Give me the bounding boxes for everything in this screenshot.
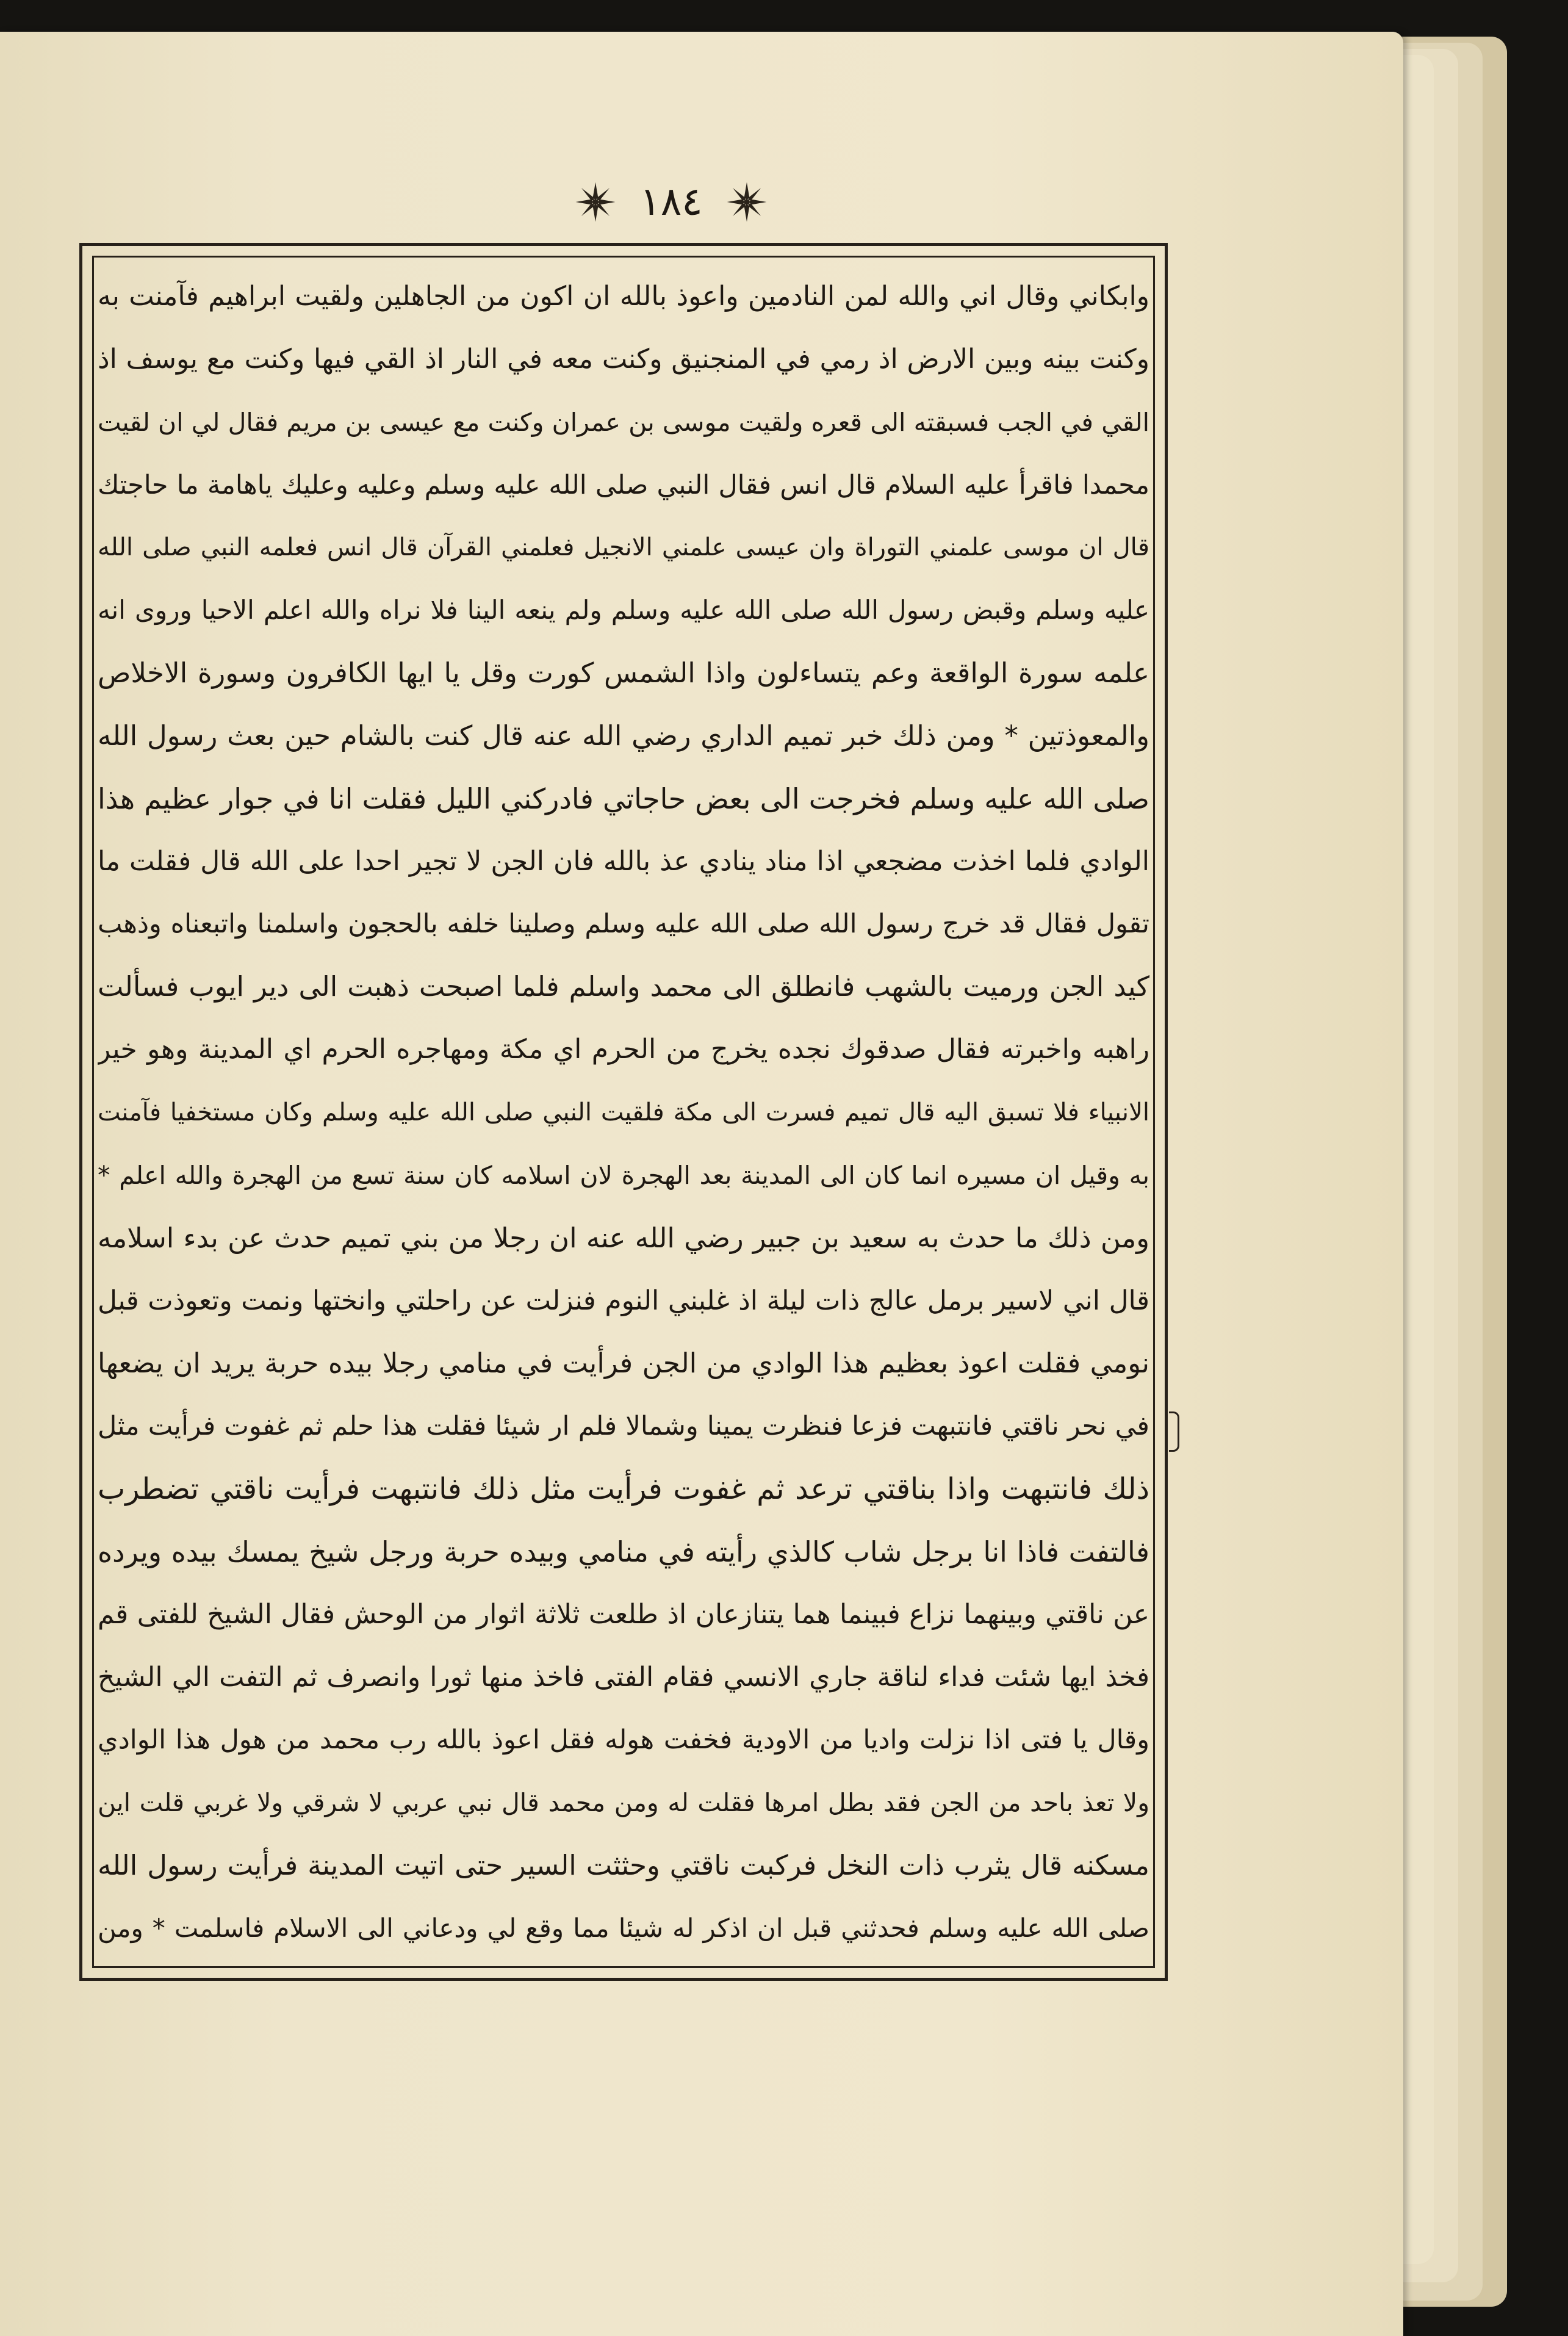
text-line: عليه وسلم وقبض رسول الله صلى الله عليه وسلم ولم ينعه الينا فلا نراه والله اعلم الاحيا وروى انه [98,595,1149,625]
text-line: والمعوذتين * ومن ذلك خبر تميم الداري رضي الله عنه قال كنت بالشام حين بعث رسول الله [98,719,1149,752]
text-line: وابكاني وقال اني والله لمن النادمين واعوذ بالله ان اكون من الجاهلين ولقيت ابراهيم فآمنت به [98,281,1149,312]
text-line: به وقيل ان مسيره انما كان الى المدينة بعد الهجرة لان اسلامه كان سنة تسع من الهجرة والله اعلم * [98,1160,1149,1190]
text-line: في نحر ناقتي فانتبهت فزعا فنظرت يمينا وشمالا فلم ار شيئا فقلت هذا حلم ثم غفوت فرأيت مثل [98,1411,1149,1442]
text-line: الوادي فلما اخذت مضجعي اذا مناد ينادي عذ بالله فان الجن لا تجير احدا على الله قال فقلت ما [98,845,1149,877]
text-line: عن ناقتي وبينهما نزاع فبينما هما يتنازعان اذ طلعت ثلاثة اثوار من الوحش فقال الشيخ للفتى قم [98,1598,1149,1630]
text-line: فخذ ايها شئت فداء لناقة جاري الانسي فقام الفتى فاخذ منها ثورا وانصرف ثم التفت الي الشيخ [98,1661,1149,1693]
text-line: صلى الله عليه وسلم فحدثني قبل ان اذكر له شيئا مما وقع لي ودعاني الى الاسلام فاسلمت * ومن [98,1912,1149,1943]
text-line: قال اني لاسير برمل عالج ذات ليلة اذ غلبني النوم فنزلت عن راحلتي وانختها ونمت وتعوذت قبل [98,1285,1149,1316]
frame-side-tab [1169,1411,1179,1452]
text-line: مسكنه قال يثرب ذات النخل فركبت ناقتي وحثثت السير حتى اتيت المدينة فرأيت رسول الله [98,1849,1149,1882]
text-line: علمه سورة الواقعة وعم يتساءلون واذا الشمس كورت وقل يا ايها الكافرون وسورة الاخلاص [98,657,1149,690]
text-line: راهبه واخبرته فقال صدقوك نجده يخرج من الحرم اي مكة ومهاجره الحرم اي المدينة وهو خير [98,1034,1149,1065]
star-ornament-icon [574,180,617,224]
text-line: محمدا فاقرأ عليه السلام قال انس فقال النبي صلى الله عليه وسلم وعليه وعليك ياهامة ما حاجتك [98,469,1149,500]
text-line: تقول فقال قد خرج رسول الله صلى الله عليه وسلم وصلينا خلفه بالحجون واسلمنا واتبعناه وذهب [98,909,1149,940]
text-line: نومي فقلت اعوذ بعظيم هذا الوادي من الجن فرأيت في منامي رجلا بيده حربة يريد ان يضعها [98,1347,1149,1380]
text-line: الانبياء فلا تسبق اليه قال تميم فسرت الى مكة فلقيت النبي صلى الله عليه وسلم وكان مستخفيا فآمنت [98,1098,1149,1127]
star-ornament-icon [725,180,769,224]
text-line: القي في الجب فسبقته الى قعره ولقيت موسى بن عمران وكنت مع عيسى بن مريم فقال لي ان لقيت [98,407,1149,437]
page-header [537,168,805,236]
text-line: قال ان موسى علمني التوراة وان عيسى علمني الانجيل فعلمني القرآن قال انس فعلمه النبي صلى الله [98,533,1149,562]
text-line: صلى الله عليه وسلم فخرجت الى بعض حاجاتي فادركني الليل فقلت انا في جوار عظيم هذا [98,782,1149,815]
body-text [98,267,1149,1958]
page-number: ١٨٤ [639,179,703,225]
text-line: فالتفت فاذا انا برجل شاب كالذي رأيته في منامي وبيده حربة ورجل شيخ يمسك بيده ويرده [98,1535,1149,1568]
text-line: ذلك فانتبهت واذا بناقتي ترعد ثم غفوت فرأيت مثل ذلك فانتبهت فرأيت ناقتي تضطرب [98,1472,1149,1507]
text-line: وكنت بينه وبين الارض اذ رمي في المنجنيق وكنت معه في النار اذ القي فيها وكنت مع يوسف اذ [98,343,1149,375]
text-line: كيد الجن ورميت بالشهب فانطلق الى محمد واسلم فلما اصبحت ذهبت الى دير ايوب فسألت [98,970,1149,1003]
text-line: وقال يا فتى اذا نزلت واديا من الاودية فخفت هوله فقل اعوذ بالله رب محمد من هول هذا الوادي [98,1725,1149,1756]
text-line: ومن ذلك ما حدث به سعيد بن جبير رضي الله عنه ان رجلا من بني تميم حدث عن بدء اسلامه [98,1221,1149,1254]
text-line: ولا تعذ باحد من الجن فقد بطل امرها فقلت له ومن محمد قال نبي عربي لا شرقي ولا غربي قلت اين [98,1788,1149,1818]
